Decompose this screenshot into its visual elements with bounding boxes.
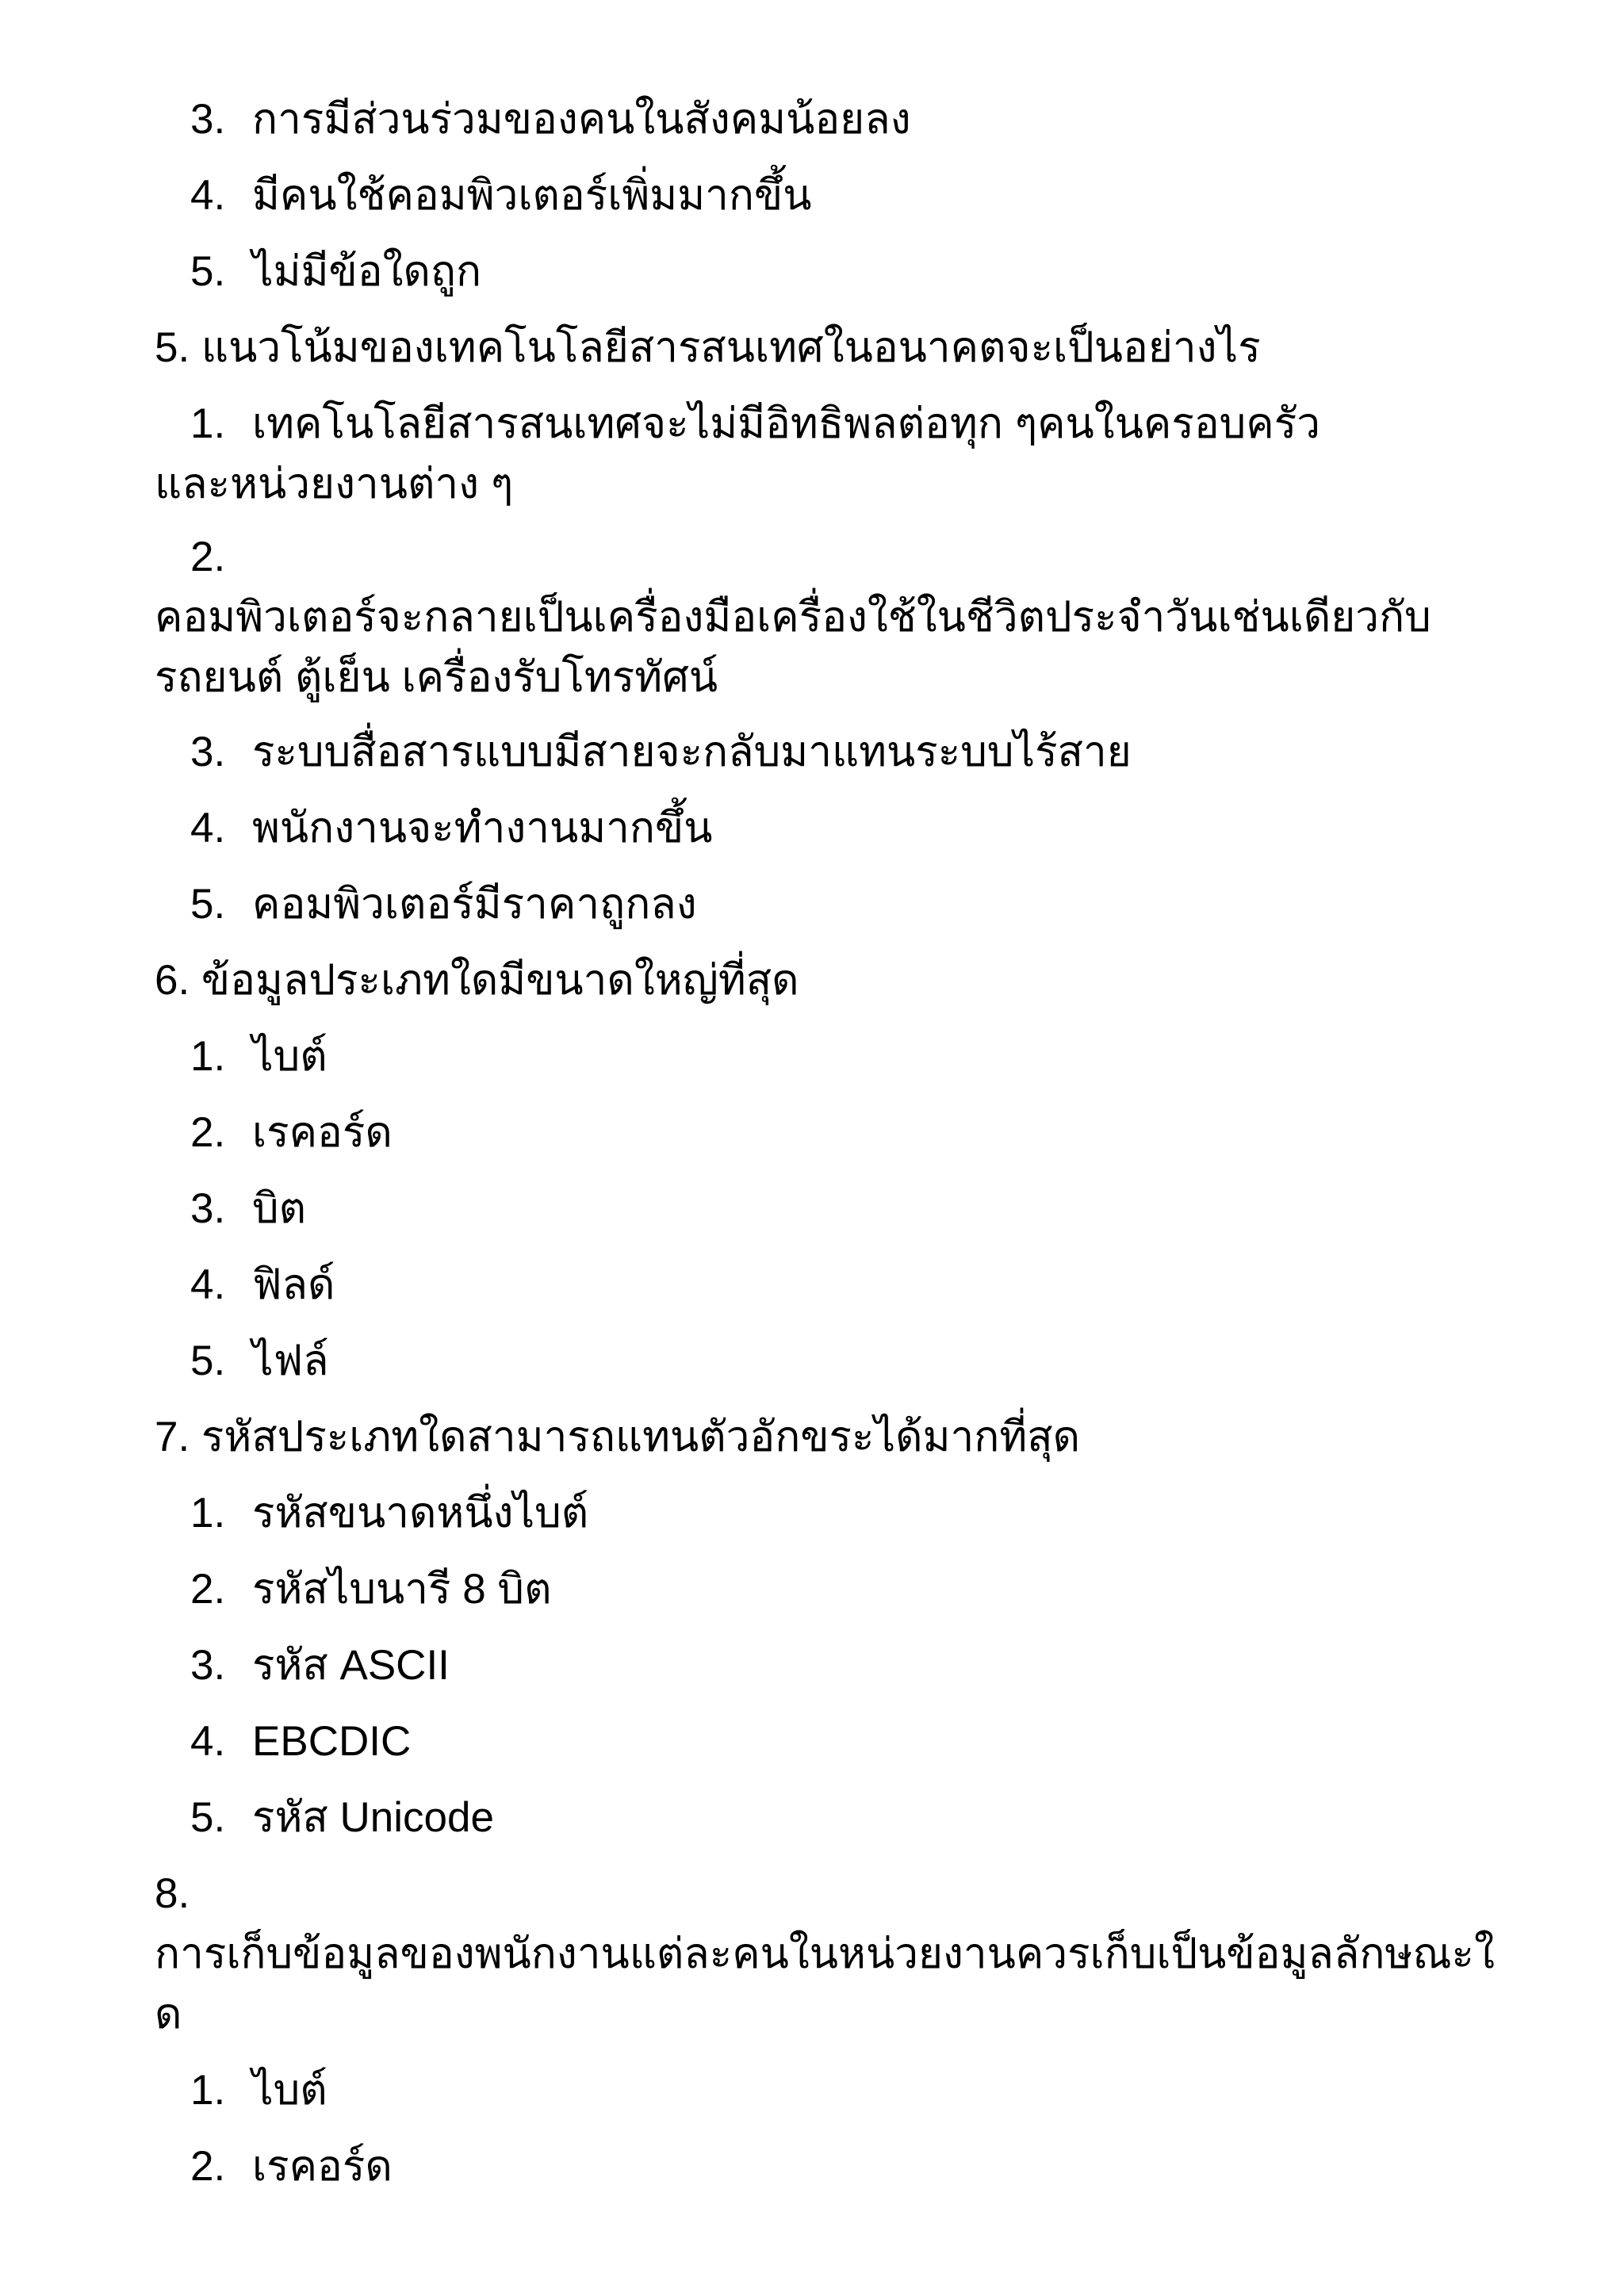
option-text: บิต [252, 1185, 307, 1232]
question-6: 6. ข้อมูลประเภทใดมีขนาดใหญ่ที่สุด [155, 957, 799, 1004]
option-line [190, 1793, 494, 1843]
option-line [190, 1261, 335, 1310]
option-text: มีคนใช้คอมพิวเตอร์เพิ่มมากขึ้น [252, 172, 812, 219]
option-number: 4. [190, 1718, 226, 1765]
question-7: 7. รหัสประเภทใดสามารถแทนตัวอักขระได้มากที่สุด [155, 1414, 1081, 1460]
option-line [190, 1717, 411, 1766]
option-line [190, 1565, 552, 1614]
option-line [190, 1641, 450, 1690]
option-line [190, 247, 481, 297]
option-line [190, 2142, 393, 2191]
option-number: 3. [190, 96, 226, 143]
option-number: 5. [190, 1337, 226, 1384]
option-text: รหัสขนาดหนึ่งไบต์ [252, 1490, 589, 1536]
option-text: ไม่มีข้อใดถูก [252, 248, 482, 295]
option-number: 3. [190, 1642, 226, 1689]
option-text: การมีส่วนร่วมของคนในสังคมน้อยลง [252, 96, 911, 143]
option-number: 5. [190, 1794, 226, 1841]
option-number: 1. [190, 2067, 226, 2114]
continuation-line: ด [155, 1991, 182, 2038]
option-number: 1. [190, 400, 226, 447]
option-text: รหัส Unicode [252, 1794, 494, 1841]
option-line [190, 2066, 327, 2115]
option-text: เรคอร์ด [252, 1109, 393, 1156]
option-line [190, 1489, 588, 1538]
continuation-line: คอมพิวเตอร์จะกลายเป็นเครื่องมือเครื่องใช้ในชีวิตประจำวันเช่นเดียวกับ [155, 594, 1431, 641]
option-number: 2. [190, 534, 226, 580]
option-text: ไบต์ [252, 1033, 327, 1080]
option-line [190, 171, 811, 220]
continuation-line: รถยนต์ ตู้เย็น เครื่องรับโทรทัศน์ [155, 654, 718, 701]
option-text: รหัสไบนารี 8 บิต [252, 1566, 552, 1613]
option-text: ระบบสื่อสารแบบมีสายจะกลับมาแทนระบบไร้สาย [252, 729, 1132, 775]
question-8: 8. [155, 1870, 190, 1917]
option-number: 1. [190, 1490, 226, 1536]
option-number: 4. [190, 805, 226, 851]
option-text: EBCDIC [252, 1718, 412, 1765]
continuation-line: และหน่วยงานต่าง ๆ [155, 461, 514, 507]
option-line [190, 95, 911, 144]
option-line [190, 804, 712, 853]
option-number: 2. [190, 1566, 226, 1613]
option-text: คอมพิวเตอร์มีราคาถูกลง [252, 881, 697, 928]
continuation-line: การเก็บข้อมูลของพนักงานแต่ละคนในหน่วยงานควรเก็บเป็นข้อมูลลักษณะใ [155, 1931, 1495, 1977]
option-line [190, 1032, 327, 1081]
option-number: 2. [190, 1109, 226, 1156]
question-5: 5. แนวโน้มของเทคโนโลยีสารสนเทศในอนาคตจะเป็นอย่างไร [155, 324, 1261, 371]
option-line [190, 880, 697, 929]
option-number: 4. [190, 172, 226, 219]
option-line [190, 1337, 329, 1386]
option-text: เทคโนโลยีสารสนเทศจะไม่มีอิทธิพลต่อทุก ๆคนในครอบครัว [252, 400, 1320, 447]
option-line [190, 400, 1320, 449]
option-line [190, 728, 1132, 777]
option-text: ไบต์ [252, 2067, 327, 2114]
option-text: ฟิลด์ [252, 1261, 335, 1308]
option-text: รหัส ASCII [252, 1642, 450, 1689]
option-line [190, 533, 252, 582]
option-number: 1. [190, 1033, 226, 1080]
option-text: เรคอร์ด [252, 2143, 393, 2190]
option-text: ไฟล์ [252, 1337, 329, 1384]
option-number: 3. [190, 1185, 226, 1232]
option-number: 3. [190, 729, 226, 775]
option-line [190, 1108, 393, 1158]
option-number: 5. [190, 248, 226, 295]
option-text: พนักงานจะทำงานมากขึ้น [252, 805, 713, 851]
option-number: 4. [190, 1261, 226, 1308]
option-line [190, 1184, 306, 1234]
option-number: 5. [190, 881, 226, 928]
option-number: 2. [190, 2143, 226, 2190]
